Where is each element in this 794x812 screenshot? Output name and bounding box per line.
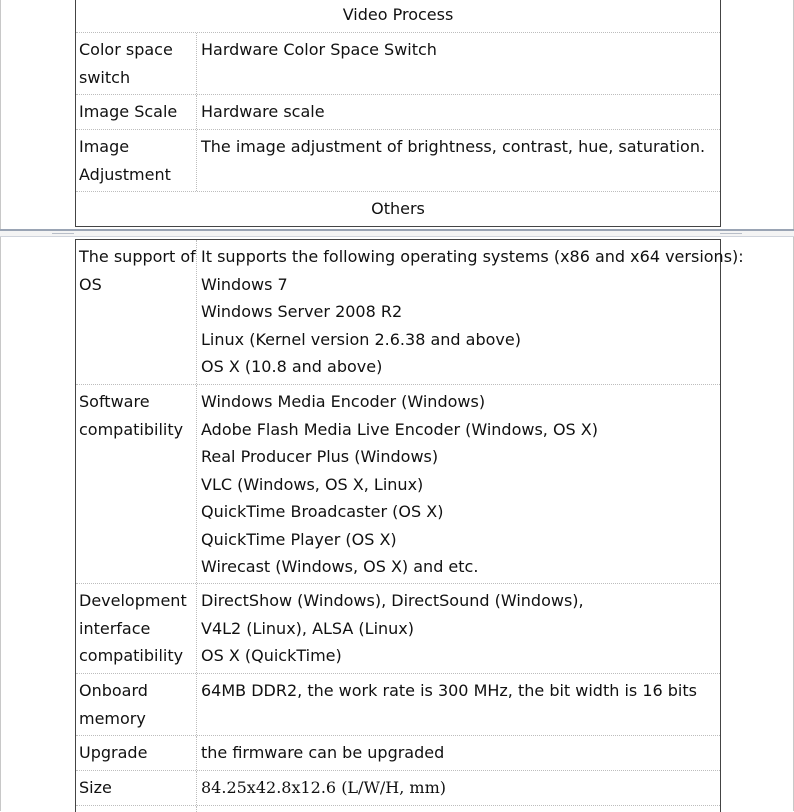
row-label xyxy=(76,806,197,812)
page-edge-left xyxy=(0,0,1,230)
row-value xyxy=(198,33,720,64)
label-line: Upgrade xyxy=(79,743,148,762)
value-line: Real Producer Plus (Windows) xyxy=(201,447,439,466)
table-row xyxy=(76,33,720,95)
label-line: memory xyxy=(79,708,146,728)
page-corner-mark xyxy=(720,233,742,234)
value-line: QuickTime Broadcaster (OS X) xyxy=(201,502,444,521)
label-line: Image Scale xyxy=(79,102,178,121)
row-label xyxy=(76,771,197,805)
row-label xyxy=(76,130,197,191)
label-line: Software xyxy=(79,392,150,411)
table-row xyxy=(76,130,720,192)
table-row xyxy=(76,736,720,771)
label-line: Development xyxy=(79,591,187,610)
row-label xyxy=(76,33,197,94)
label-line: Onboard xyxy=(79,681,148,700)
row-label xyxy=(76,95,197,129)
label-line: compatibility xyxy=(79,419,184,439)
row-label xyxy=(76,736,197,770)
row-label xyxy=(76,674,197,735)
value-line: 84.25x42.8x12.6 (L/W/H, mm) xyxy=(201,778,446,797)
label-line: switch xyxy=(79,67,131,87)
value-line: QuickTime Player (OS X) xyxy=(201,529,397,549)
value-line: Windows Server 2008 R2 xyxy=(201,302,403,321)
table-row xyxy=(76,771,720,806)
value-line: Windows Media Encoder (Windows) xyxy=(201,392,486,411)
label-line: interface xyxy=(79,618,151,638)
value-line: The image adjustment of brightness, contrast, hue, saturation. xyxy=(201,137,706,156)
value-line: V4L2 (Linux), ALSA (Linux) xyxy=(201,618,415,638)
section-header-row xyxy=(76,0,720,33)
label-line: Image xyxy=(79,137,130,156)
value-line: DirectShow (Windows), DirectSound (Windows), xyxy=(201,591,584,610)
label-line: Size xyxy=(79,778,112,797)
value-line: It supports the following operating systems (x86 and x64 versions): xyxy=(201,247,744,266)
spec-table-page-1 xyxy=(75,0,721,227)
section-title-video-process: Video Process xyxy=(342,5,454,24)
value-line: Windows 7 xyxy=(201,274,288,294)
row-value xyxy=(198,130,720,161)
value-line: Adobe Flash Media Live Encoder (Windows, OS X) xyxy=(201,419,598,439)
row-value xyxy=(198,771,720,802)
row-value xyxy=(198,674,720,705)
value-line: OS X (10.8 and above) xyxy=(201,357,383,376)
value-line: 64MB DDR2, the work rate is 300 MHz, the bit width is 16 bits xyxy=(201,681,697,700)
value-line: Linux (Kernel version 2.6.38 and above) xyxy=(201,329,521,349)
table-row xyxy=(76,584,720,674)
table-row xyxy=(76,385,720,584)
row-value xyxy=(198,584,720,670)
row-value xyxy=(198,240,744,381)
row-label xyxy=(76,584,197,673)
row-value xyxy=(198,385,720,581)
page-break xyxy=(0,229,794,237)
section-title-others: Others xyxy=(371,199,425,218)
table-row xyxy=(76,674,720,736)
page-edge-left xyxy=(0,237,1,811)
spec-table-page-2 xyxy=(75,239,744,812)
value-line: the firmware can be upgraded xyxy=(201,743,445,762)
section-header-row xyxy=(76,192,720,226)
page-corner-mark xyxy=(52,233,74,234)
label-line: Color space xyxy=(79,40,173,59)
table-row xyxy=(76,95,720,130)
value-line: VLC (Windows, OS X, Linux) xyxy=(201,474,424,494)
label-line: Adjustment xyxy=(79,164,171,184)
table-row xyxy=(76,240,744,385)
table-row xyxy=(76,806,720,812)
row-label xyxy=(76,240,197,384)
row-value xyxy=(198,736,720,767)
label-line: The support of xyxy=(79,247,196,266)
value-line: OS X (QuickTime) xyxy=(201,646,342,665)
row-value xyxy=(198,95,720,126)
value-line: Wirecast (Windows, OS X) and etc. xyxy=(201,557,479,576)
value-line: Hardware Color Space Switch xyxy=(201,40,437,59)
label-line: compatibility xyxy=(79,646,184,665)
row-label xyxy=(76,385,197,583)
value-line: Hardware scale xyxy=(201,102,325,121)
label-line: OS xyxy=(79,274,102,294)
